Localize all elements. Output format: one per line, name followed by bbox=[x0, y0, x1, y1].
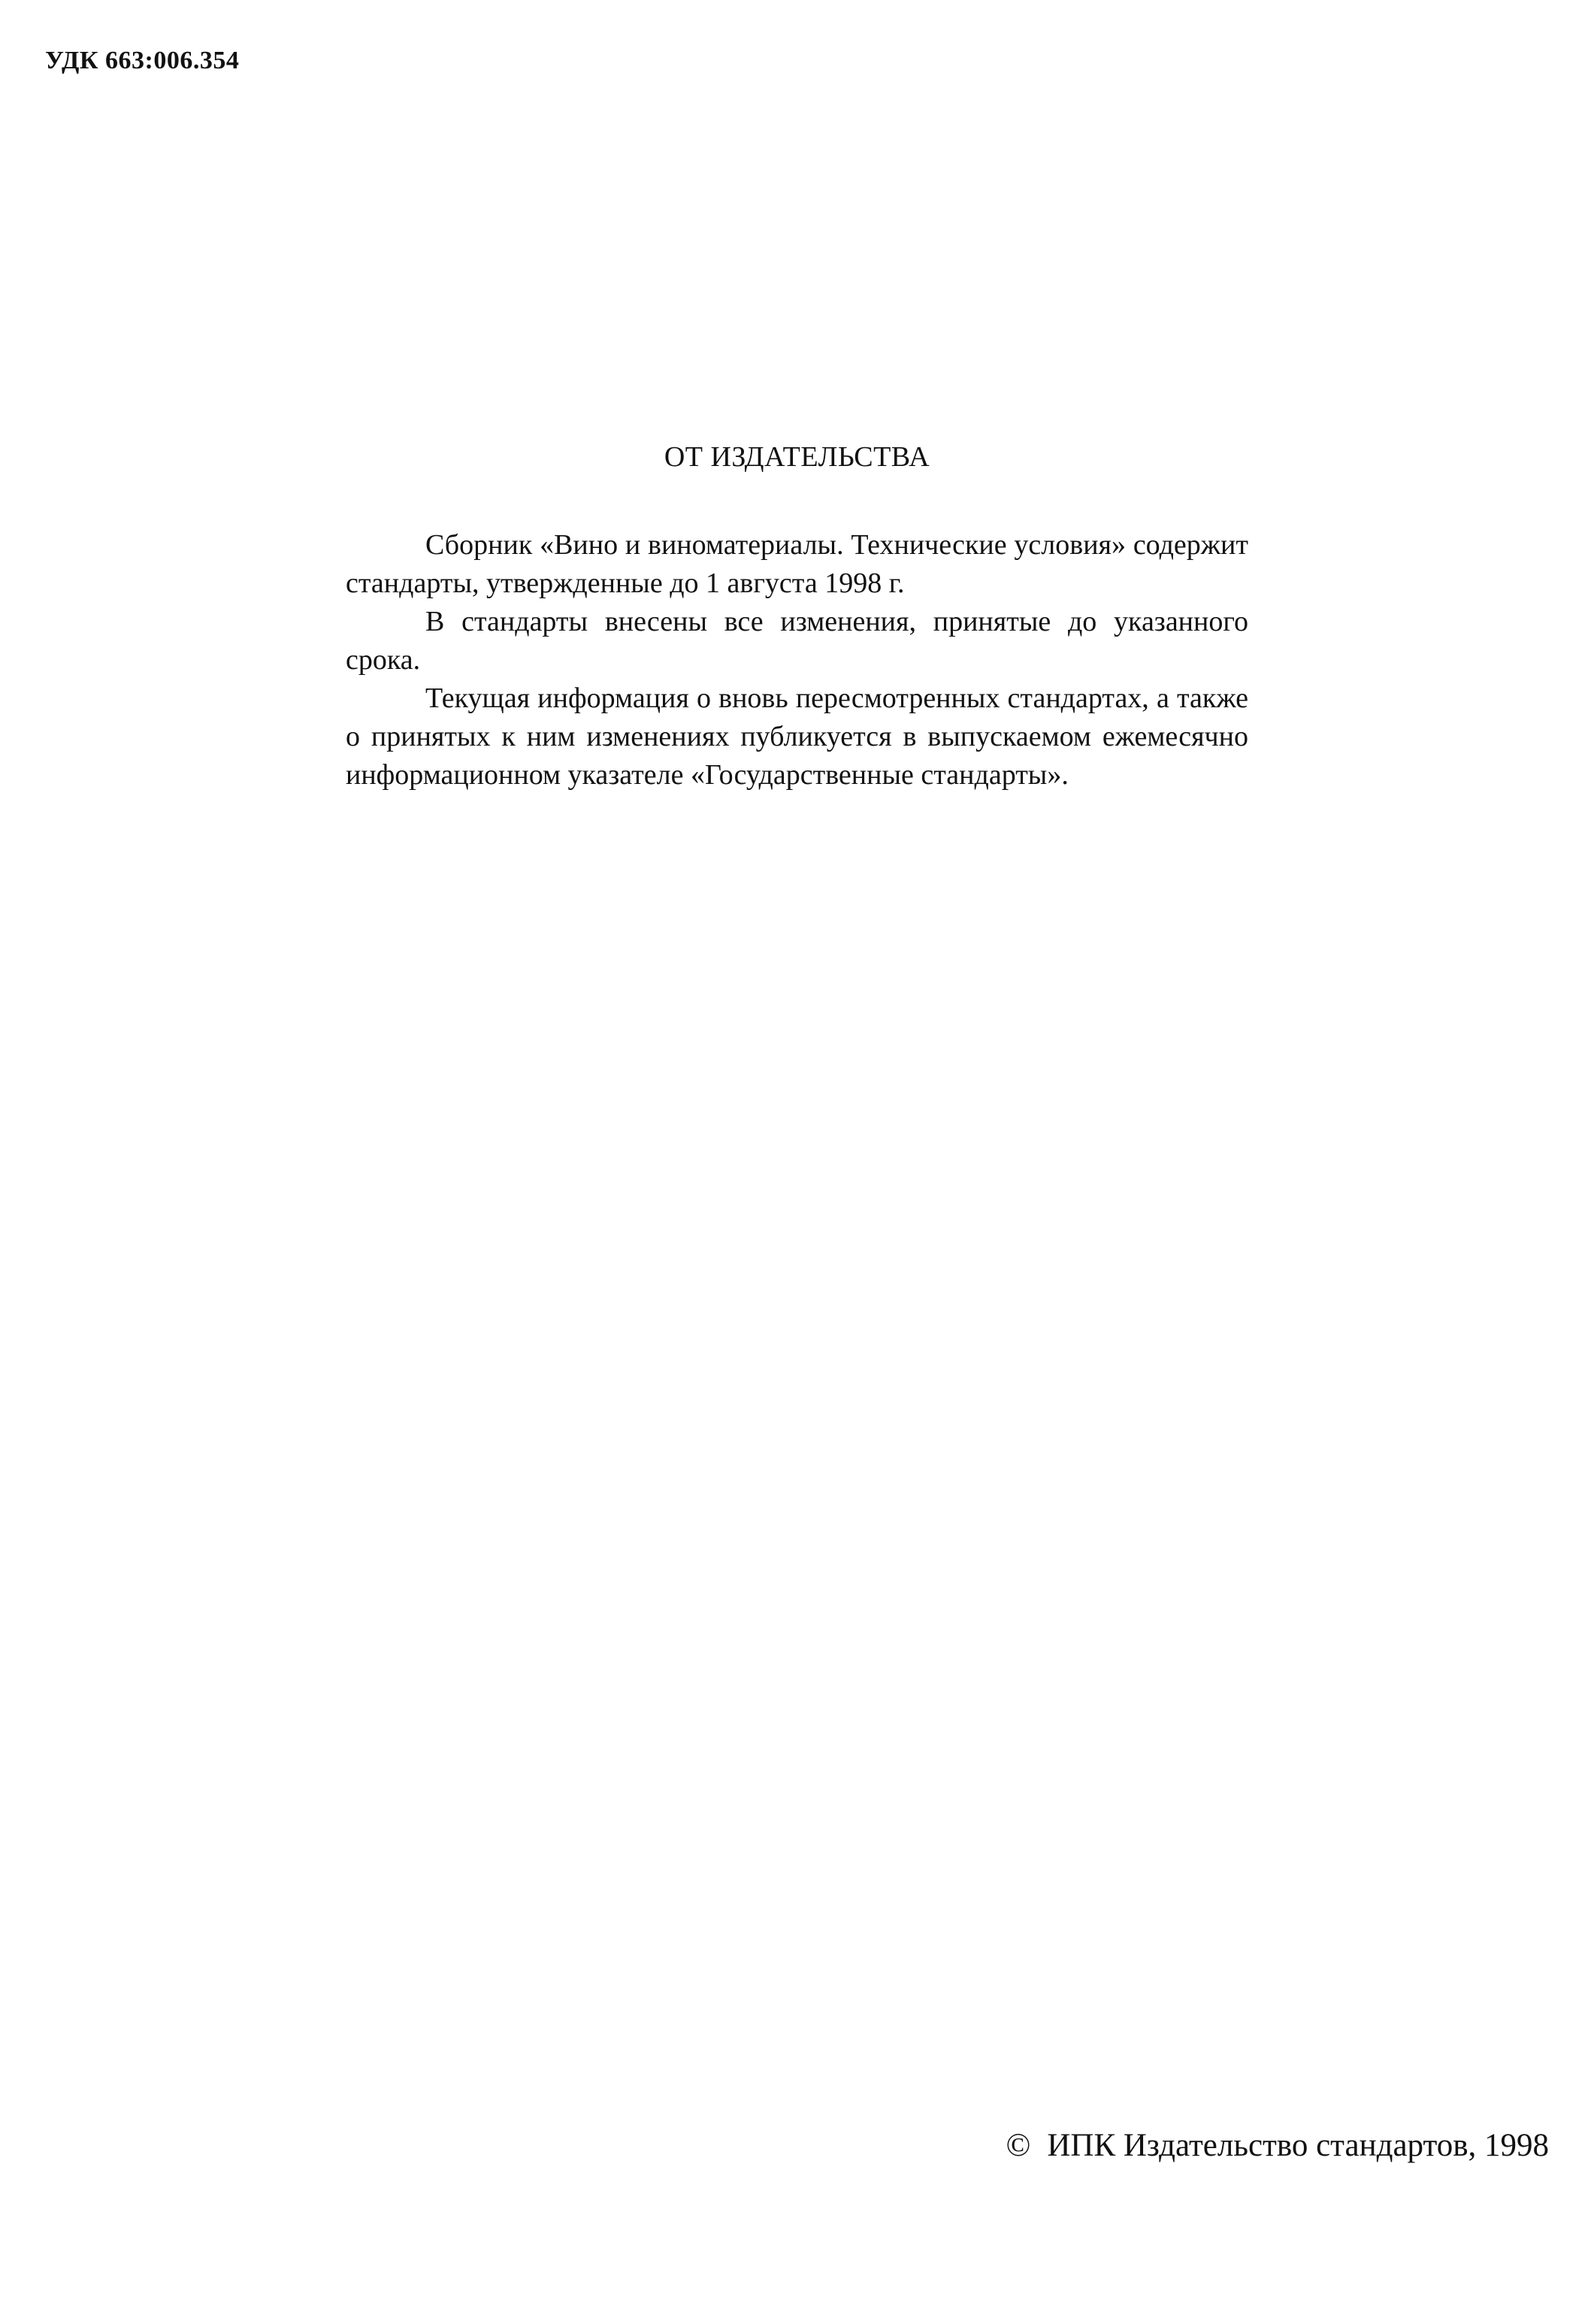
publisher-note bbox=[346, 526, 1248, 794]
paragraph-amendments: В стандарты внесены все изменения, принятые до указанного срока. bbox=[346, 606, 1248, 676]
paragraph-current-info: Текущая информация о вновь пересмотренных стандартах, а также о принятых к ним изменениях публикуется в выпускаемом ежемесячно информационном указателе «Государственные стандарты». bbox=[346, 682, 1248, 791]
udk-code: УДК 663:006.354 bbox=[45, 47, 240, 74]
copyright-icon: © bbox=[1006, 2128, 1031, 2163]
copyright-text: ИПК Издательство стандартов, 1998 bbox=[1047, 2128, 1549, 2163]
section-title: ОТ ИЗДАТЕЛЬСТВА bbox=[664, 441, 930, 473]
copyright-notice bbox=[1006, 2127, 1549, 2164]
paragraph-collection-contents: Сборник «Вино и виноматериалы. Технические условия» содержит стандарты, утвержденные до 1 августа 1998 г. bbox=[346, 529, 1248, 599]
